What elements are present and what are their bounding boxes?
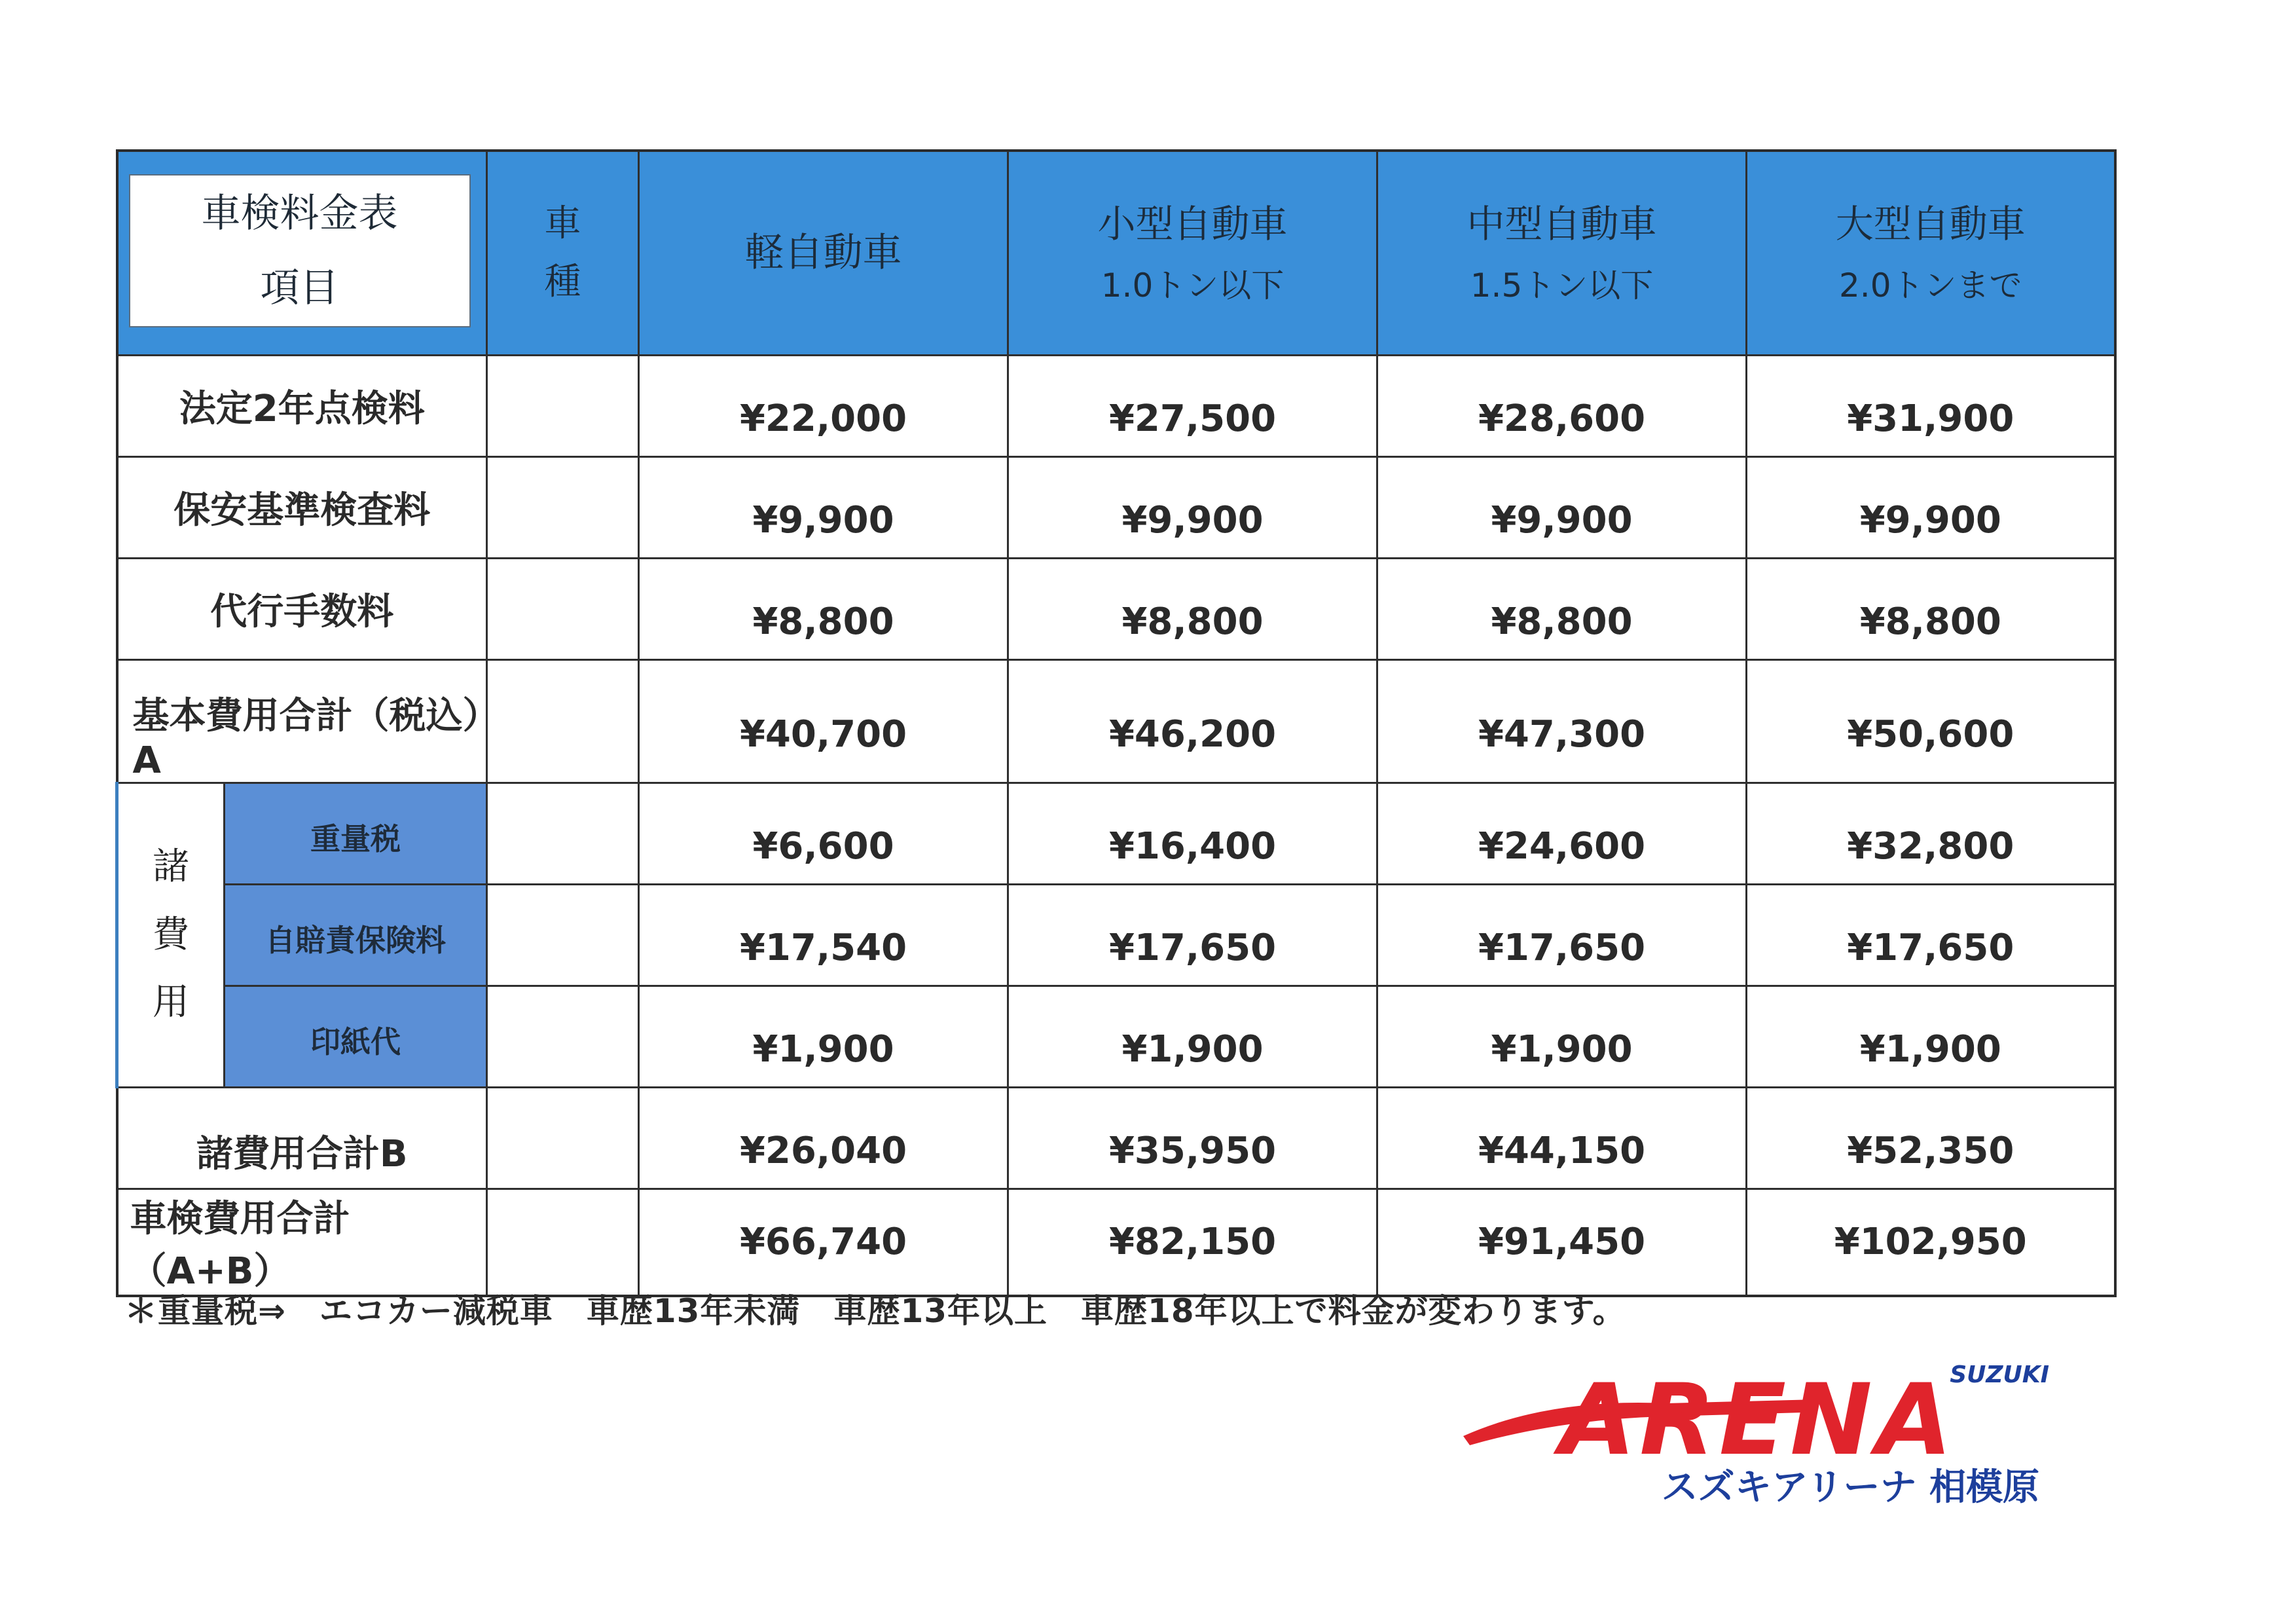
vehicle-type-header: [487, 151, 639, 355]
fee-label-liability-insurance: 自賠責保険料: [225, 884, 487, 986]
table-row: [117, 986, 2115, 1087]
price-cell: ¥46,200: [1008, 659, 1377, 783]
price-cell: ¥22,000: [639, 355, 1008, 456]
price-cell: ¥1,900: [639, 986, 1008, 1087]
row-label-safety-inspection: 保安基準検査料: [117, 456, 487, 558]
row-label-grand-total: 車検費用合計（A+B）: [117, 1189, 487, 1296]
price-cell: ¥40,700: [639, 659, 1008, 783]
price-cell: ¥9,900: [1377, 456, 1747, 558]
price-cell: ¥26,040: [639, 1087, 1008, 1189]
corner-title-box: [129, 174, 471, 327]
header-row: [117, 151, 2115, 355]
price-table-title: 車検料金表: [201, 191, 398, 236]
price-cell: ¥9,900: [1747, 456, 2115, 558]
table-row: [117, 456, 2115, 558]
price-cell: ¥9,900: [639, 456, 1008, 558]
price-cell: ¥27,500: [1008, 355, 1377, 456]
row-label-inspection-fee: 法定2年点検料: [117, 355, 487, 456]
column-capacity: 2.0トンまで: [1838, 267, 2022, 305]
inspection-price-table: [115, 149, 2117, 1297]
suzuki-arena-logo: [1450, 1359, 2066, 1522]
price-cell: ¥6,600: [639, 783, 1008, 884]
column-capacity: 1.0トン以下: [1101, 267, 1285, 305]
vehicle-type-cell: [487, 558, 639, 659]
column-header-kei: [639, 151, 1008, 355]
logo-wordmark: ARENA: [1559, 1363, 1956, 1477]
vehicle-type-cell: [487, 1087, 639, 1189]
table-row: [117, 884, 2115, 986]
vehicle-type-cell: [487, 986, 639, 1087]
price-cell: ¥17,650: [1747, 884, 2115, 986]
column-name: 小型自動車: [1097, 201, 1288, 246]
grand-total-cell: ¥91,450: [1377, 1189, 1747, 1296]
column-name: 軽自動車: [744, 229, 902, 276]
grand-total-cell: ¥66,740: [639, 1189, 1008, 1296]
table-row: [117, 355, 2115, 456]
row-label-agency-fee: 代行手数料: [117, 558, 487, 659]
column-capacity: 1.5トン以下: [1470, 267, 1654, 305]
price-cell: ¥24,600: [1377, 783, 1747, 884]
price-cell: ¥1,900: [1008, 986, 1377, 1087]
price-cell: ¥1,900: [1377, 986, 1747, 1087]
price-cell: ¥31,900: [1747, 355, 2115, 456]
row-label-basic-total: 基本費用合計（税込）A: [117, 659, 487, 783]
price-cell: ¥32,800: [1747, 783, 2115, 884]
price-cell: ¥9,900: [1008, 456, 1377, 558]
price-cell: ¥35,950: [1008, 1087, 1377, 1189]
column-name: 中型自動車: [1467, 201, 1657, 246]
fee-label-weight-tax: 重量税: [225, 783, 487, 884]
table-row: [117, 783, 2115, 884]
logo-dealer-name: スズキアリーナ 相模原: [1661, 1466, 2039, 1509]
column-header-small: [1008, 151, 1377, 355]
vehicle-type-cell: [487, 659, 639, 783]
price-cell: ¥8,800: [639, 558, 1008, 659]
column-header-large: [1747, 151, 2115, 355]
vehicle-type-cell: [487, 355, 639, 456]
vehicle-type-char-2: 種: [544, 261, 581, 304]
vehicle-type-cell: [487, 456, 639, 558]
vehicle-type-char-1: 車: [544, 202, 581, 245]
table-row: [117, 1087, 2115, 1189]
table-row: [117, 659, 2115, 783]
price-cell: ¥44,150: [1377, 1087, 1747, 1189]
column-name: 大型自動車: [1835, 201, 2026, 246]
corner-cell: [117, 151, 487, 355]
vehicle-type-cell: [487, 884, 639, 986]
price-cell: ¥52,350: [1747, 1087, 2115, 1189]
fees-group-char-3: 用: [153, 981, 189, 1024]
fees-group-label: [117, 783, 225, 1087]
row-label-fees-total: 諸費用合計B: [117, 1087, 487, 1189]
column-header-medium: [1377, 151, 1747, 355]
grand-total-cell: ¥102,950: [1747, 1189, 2115, 1296]
price-cell: ¥17,540: [639, 884, 1008, 986]
price-cell: ¥47,300: [1377, 659, 1747, 783]
vehicle-type-cell: [487, 783, 639, 884]
price-cell: ¥28,600: [1377, 355, 1747, 456]
fees-group-char-1: 諸: [153, 845, 189, 889]
table-row: [117, 558, 2115, 659]
fees-group-char-2: 費: [153, 913, 189, 956]
grand-total-cell: ¥82,150: [1008, 1189, 1377, 1296]
price-cell: ¥16,400: [1008, 783, 1377, 884]
price-cell: ¥8,800: [1377, 558, 1747, 659]
logo-brand: SUZUKI: [1950, 1361, 2049, 1388]
price-cell: ¥8,800: [1747, 558, 2115, 659]
price-cell: ¥17,650: [1377, 884, 1747, 986]
grand-total-row: [117, 1189, 2115, 1296]
item-header: 項目: [260, 265, 339, 311]
price-cell: ¥50,600: [1747, 659, 2115, 783]
fee-label-stamp-fee: 印紙代: [225, 986, 487, 1087]
price-cell: ¥8,800: [1008, 558, 1377, 659]
price-cell: ¥1,900: [1747, 986, 2115, 1087]
price-cell: ¥17,650: [1008, 884, 1377, 986]
weight-tax-footnote: ＊重量税⇒ エコカー減税車 車歴13年未満 車歴13年以上 車歴18年以上で料金が変わります。: [124, 1292, 1626, 1330]
vehicle-type-cell: [487, 1189, 639, 1296]
